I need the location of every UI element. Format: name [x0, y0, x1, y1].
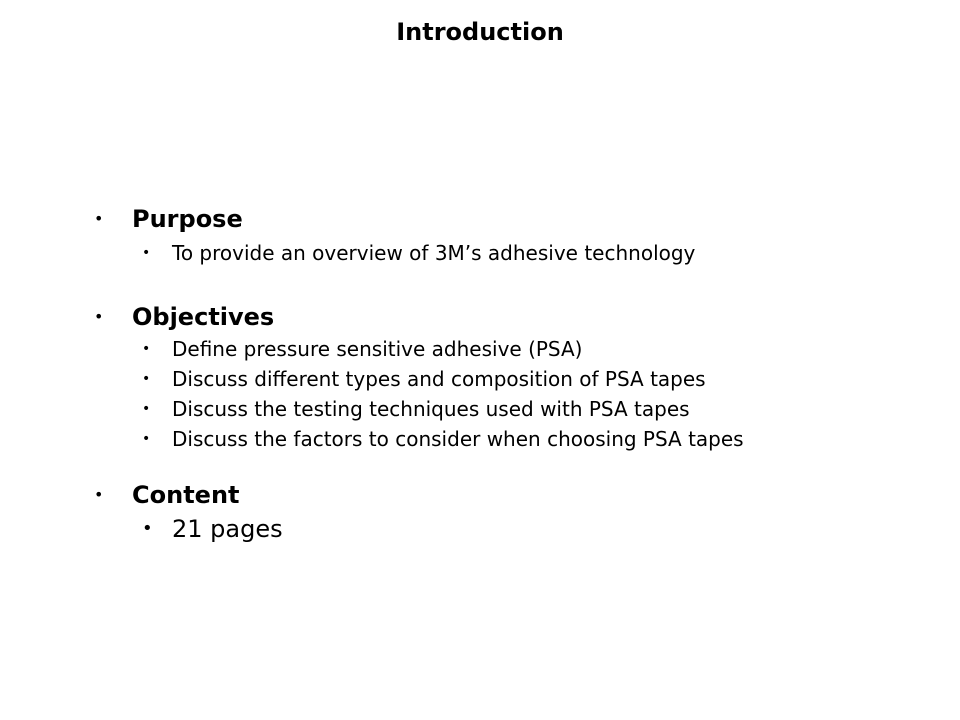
list-item-text: 21 pages [172, 515, 283, 543]
section-purpose [92, 202, 695, 268]
section-heading-row [92, 300, 744, 334]
list-item [142, 394, 744, 424]
section-objectives [92, 300, 744, 454]
objectives-list [142, 334, 744, 454]
bullet-icon: • [142, 431, 151, 447]
section-heading-row [92, 202, 695, 236]
list-item-text: Discuss different types and composition of PSA tapes [172, 367, 706, 391]
list-item [142, 424, 744, 454]
list-item [142, 334, 744, 364]
list-item [142, 238, 695, 268]
content-list [142, 512, 283, 546]
list-item-text: Discuss the factors to consider when choosing PSA tapes [172, 427, 744, 451]
section-heading-purpose: Purpose [132, 205, 243, 233]
list-item-text: Define pressure sensitive adhesive (PSA) [172, 337, 583, 361]
purpose-list [142, 238, 695, 268]
list-item-text: To provide an overview of 3M’s adhesive technology [172, 241, 696, 265]
bullet-icon: • [94, 209, 104, 228]
bullet-icon: • [94, 485, 104, 504]
section-heading-row [92, 478, 283, 512]
slide-title: Introduction [396, 18, 564, 46]
list-item [142, 512, 283, 546]
bullet-icon: • [142, 245, 151, 261]
bullet-icon: • [142, 518, 153, 539]
bullet-icon: • [142, 371, 151, 387]
section-heading-objectives: Objectives [132, 303, 275, 331]
section-content [92, 478, 283, 546]
bullet-icon: • [142, 401, 151, 417]
list-item [142, 364, 744, 394]
bullet-icon: • [142, 341, 151, 357]
list-item-text: Discuss the testing techniques used with PSA tapes [172, 397, 690, 421]
section-heading-content: Content [132, 481, 240, 509]
bullet-icon: • [94, 307, 104, 326]
